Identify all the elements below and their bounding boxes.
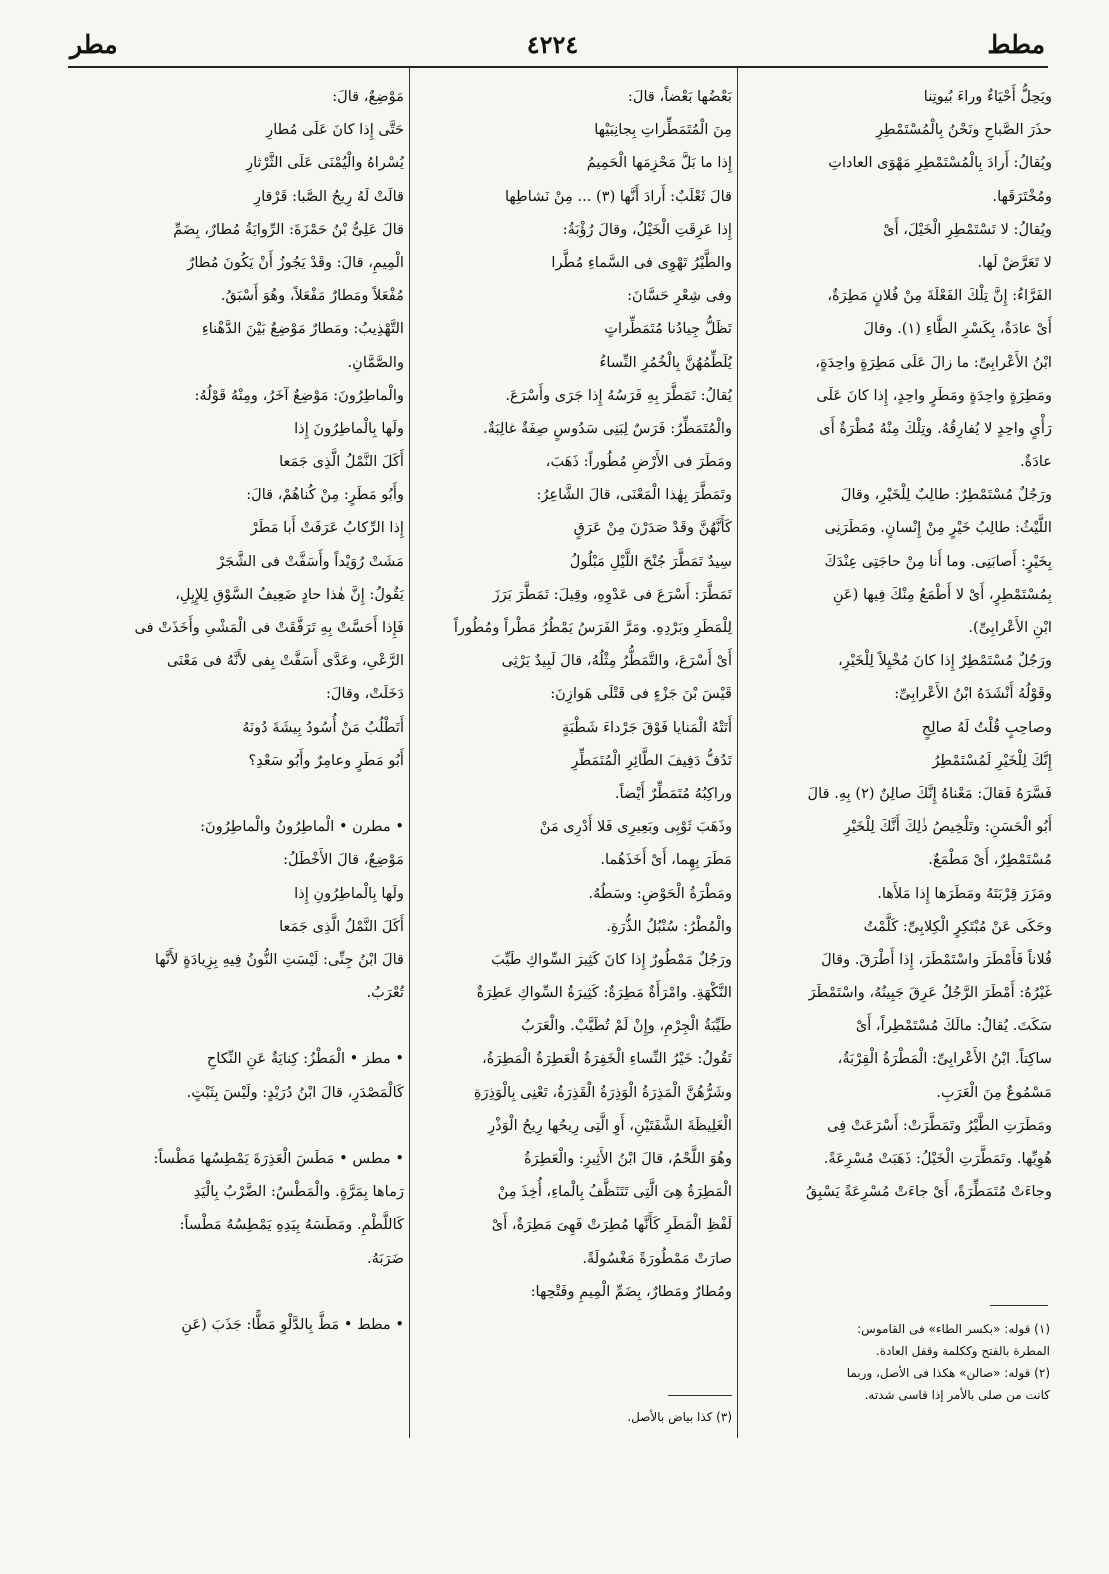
text-line: لا تَعَرَّضْ لَها. <box>977 253 1052 271</box>
text-line: إِنَّكَ لِلْخَيْرِ لَمُسْتَمْطِرُ <box>932 751 1052 769</box>
text-line: قَيْسَ بْنَ جَزْءٍ فى قَتْلَى هَوازِنَ: <box>550 685 732 703</box>
text-line: ومَطَرَ فى الأَرْضِ مُطُوراً: ذَهَبَ، <box>545 453 732 471</box>
text-line: أَبُو مَطَرٍ وعامِرٌ وأَبُو سَعْدِ؟ <box>248 751 404 769</box>
text-line: مَشَتْ رُوَيْداً وأَسَفَّتْ فى الشَّجَرْ <box>217 552 404 570</box>
text-line: أَىْ أَسْرَعَ، والتَّمَطُّرُ مِثْلُهُ، قالَ لَبِيدٌ يَرْثِى <box>501 652 732 670</box>
text-line: ساكِتاً. ابْنُ الأَعْرابِىِّ: الْمَطْرَةُ الْقِرْبَةُ، <box>837 1050 1052 1068</box>
text-line: لَفْظِ الْمَطَرِ كَأَنَّها مُطِرَتْ فَهِىَ مَطِرَةٌ، أَىْ <box>491 1216 732 1234</box>
text-line <box>76 1275 404 1308</box>
text-line: مَوْضِعٌ، قالَ الأَخْطَلُ: <box>283 851 404 869</box>
text-line: التَّهْذِيبُ: ومَطارٌ مَوْضِعٌ بَيْنَ الدَّهْناءِ <box>201 320 404 338</box>
text-line: يُسْراهُ والْيُمْنَى عَلَى الثَّرْثارِ <box>246 154 404 172</box>
text-line <box>76 1109 404 1142</box>
text-line: ويُقالُ: لا تَسْتَمْطِرِ الْخَيْلَ، أَىْ <box>883 220 1052 238</box>
text-line: ومُطارٌ ومَطارٌ، بِضَمِّ الْمِيمِ وفَتْحِها: <box>530 1282 732 1300</box>
footnotes-right <box>746 1318 1050 1406</box>
text-line: ويُقالُ: أَرادَ بِالْمُسْتَمْطِرِ مَهْوَى العاداتِ <box>828 154 1052 172</box>
column-middle <box>414 80 732 1308</box>
text-line: هُوِيِّها. وتَمَطَّرَتِ الْخَيْلُ: ذَهَبَتْ مُسْرِعَةً. <box>823 1150 1052 1167</box>
text-line: قالَ عَلِىُّ بْنُ حَمْزَةَ: الرِّوايَةُ مُطارٌ، بِضَمِّ <box>173 220 404 238</box>
text-line: والْمُتَمَطِّرُ: فَرَسٌ لِبَنِى سَدُوسٍ صِفَةٌ غالِبَةٌ. <box>483 419 732 437</box>
text-line: الفَرَّاءُ: إِنَّ تِلْكَ الفَعْلَةَ مِنْ فُلانٍ مَطِرَةٌ، <box>827 287 1052 305</box>
column-right <box>742 80 1052 1208</box>
text-line: مَوْضِعٌ، قالَ: <box>332 88 404 105</box>
text-line: لِلْمَطَرِ وبَرْدِهِ. ومَرَّ الفَرَسُ يَمْطُرُ مَطْراً ومُطُوراً <box>453 619 732 636</box>
text-line: ابْنِ الأَعْرابِىِّ). <box>968 619 1052 636</box>
text-line: تَظَلُّ جِيادُنا مُتَمَطِّراتٍ <box>604 320 732 338</box>
text-line: يُلَطِّمُهُنَّ بِالْخُمُرِ النِّساءُ <box>599 353 732 371</box>
text-line: وجاءَتْ مُتَمَطِّرَةً، أَىْ جاءَتْ مُسْرِعَةً يَسْبِقُ <box>806 1183 1052 1201</box>
text-line: مِنَ الْمُتَمَطِّراتِ بِجانِبَيْها <box>594 121 732 139</box>
text-line: ابْنُ الأَعْرابِىِّ: ما زالَ عَلَى مَطِرَةٍ واحِدَةٍ، <box>815 353 1052 371</box>
text-line: الْمِيمِ، قالَ: وقَدْ يَجُوزُ أَنْ يَكُونَ مُطارٌ <box>187 253 404 271</box>
footnote-line: (٣) كذا بياض بالأصل. <box>627 1410 732 1424</box>
text-line: • مطط • مَطَّ بِالدَّلْوِ مَطًّا: جَذَبَ (عَنِ <box>181 1315 404 1333</box>
text-line: وراكِبُهُ مُتَمَطِّرٌ أَيْضاً. <box>614 784 732 802</box>
text-line: بِمُسْتَمْطِرٍ، أَىْ لا أَطْمَعُ مِنْكَ فِيها (عَنِ <box>832 585 1052 603</box>
text-line: فَإِذا أَحَسَّتْ بِهِ تَرَفَّقَتْ فى الْمَشْىِ وأَخَذَتْ فى <box>134 619 404 636</box>
column-divider-left <box>409 68 410 1438</box>
footnote-line: المطرة بالفتح وككلمة وقفل العادة. <box>875 1344 1050 1358</box>
text-line: حذَرَ الصَّباحِ ونَحْنُ بِالْمُسْتَمْطِرِ <box>876 121 1052 139</box>
text-line: مُفْعَلاً ومَطارٌ مَفْعَلاً، وهُوَ أَسْبَقُ. <box>220 287 404 305</box>
text-line: وأَبُو مَطَرٍ: مِنْ كُناهُمْ، قالَ: <box>246 486 404 504</box>
header-left-word: مطط <box>987 29 1045 59</box>
text-line: • مطز • الْمَطْزُ: كِنايَةٌ عَنِ النِّكاحِ <box>206 1050 404 1068</box>
text-line: بَعْضُها بَعْضاً، قالَ: <box>627 88 732 105</box>
text-line: ورَجُلٌ مَمْطُورٌ إِذا كانَ كَثِيرَ السِّواكِ طَيِّبَ <box>491 950 732 968</box>
text-line: فَسَّرَهُ فَقالَ: مَعْناهُ إِنَّكَ صالِنٌ (٢) بِهِ. قالَ <box>807 784 1052 802</box>
text-line: ومَطِرَةٍ واحِدَةٍ ومَطَرٍ واحِدٍ، إِذا كانَ عَلَى <box>816 386 1052 404</box>
text-line: وحَكَى عَنْ مُبْتَكِرٍ الْكِلابِىِّ: كَلَّمْتُ <box>863 917 1052 935</box>
text-line: رَماها بِمَرَّةٍ. والْمَطْسُ: الضَّرْبُ بِالْيَدِ <box>193 1183 404 1201</box>
column-divider-right <box>737 68 738 1438</box>
text-line: وتَمَطَّرَ بِهٰذا الْمَعْنَى، قالَ الشَّاعِرُ: <box>536 486 732 504</box>
footnote-line: كانت من صلى بالأمر إذا قاسى شدته. <box>864 1388 1050 1402</box>
footnote-line: (١) قوله: «بكسر الطاء» فى القاموس: <box>857 1322 1050 1336</box>
text-line: أَكَلَ النَّمْلُ الَّذِى جَمَعا <box>279 917 404 935</box>
text-line: غَيْرُهُ: أَمْطَرَ الرَّجُلُ عَرِقَ جَبِينُهُ، واسْتَمْطَرَ <box>808 984 1052 1002</box>
text-line: إِذا الرِّكابُ عَرَفَتْ أَبا مَطَرْ <box>250 519 404 537</box>
text-line: طَيِّبَةُ الْجِرْمِ، وإِنْ لَمْ تُطَيَّبْ. والْعَرَبُ <box>521 1017 732 1035</box>
text-line: تَقُولُ: خَيْرُ النِّساءِ الْخَفِرَةُ الْعَطِرَةُ الْمَطِرَةُ، <box>482 1050 732 1068</box>
text-line: ورَجُلٌ مُسْتَمْطِرٌ إِذا كانَ مُخْيِلاً لِلْخَيْرِ، <box>838 652 1052 670</box>
text-line: ضَرَبَهُ. <box>367 1249 404 1267</box>
text-line: أَىْ عادَةٌ، بِكَسْرِ الطَّاءِ (١). وقالَ <box>863 320 1052 338</box>
text-line: إِذا ما بَلَّ مَحْزِمَها الْحَمِيمُ <box>586 154 732 172</box>
text-line: دَخَلَتْ، وقالَ: <box>325 685 404 703</box>
text-line: فُلاناً فَأَمْطَرَ واسْتَمْطَرَ، إِذا أَطْرَقَ. وقالَ <box>821 950 1052 968</box>
text-line: أَتَتْهُ الْمَنايا فَوْقَ جَرْداءَ شَطْبَةٍ <box>562 718 732 736</box>
text-line: رَأْىٍ واحِدٍ لا يُفارِقُهُ. وتِلْكَ مِنْهُ مُطْرَةٌ أَى <box>819 419 1052 437</box>
text-line: ولَها بِالْماطِرُونَ إِذا <box>294 419 404 437</box>
text-line: • مطس • مَطَسَ الْعَذِرَةَ يَمْطِسُها مَطْساً: <box>153 1150 404 1167</box>
text-line <box>76 1009 404 1042</box>
text-line: كَأَنَّهُنَّ وقَدْ صَدَرْنَ مِنْ عَرَقٍ <box>573 519 732 537</box>
text-line: وصاحِبٍ قُلْتُ لَهُ صالِحٍ <box>921 718 1052 736</box>
text-line: ومَزَرَ قِرْبَتَهُ ومَطَرَها إِذا مَلأَها. <box>877 884 1052 902</box>
text-line: ورَجُلٌ مُسْتَمْطِرٌ: طالِبٌ لِلْخَيْرِ، وقالَ <box>840 486 1052 504</box>
text-line: وشَرُّهُنَّ الْمَذِرَةُ الْوَذِرَةُ الْقَذِرَةُ، تَعْنِى بِالْوَذِرَةِ <box>473 1083 732 1101</box>
text-line: وفى شِعْرِ حَسَّانَ: <box>627 287 732 305</box>
text-line: • مطرن • الْماطِرُونُ والْماطِرُونَ: <box>200 818 404 836</box>
text-line: كَاللَّطْمِ. ومَطَسَهُ بِيَدِهِ يَمْطِسُهُ مَطْساً: <box>179 1216 404 1234</box>
text-line: الرَّعْىِ، وعَدَّى أَسَفَّتْ بِفى لأَنَّهُ فى مَعْنَى <box>166 652 404 670</box>
text-line: ومُخْتَرَقَها. <box>992 187 1052 205</box>
text-line: الْغَلِيظَةَ الشَّفَتَيْنِ، أَوِ الَّتِى رِيحُها رِيحُ الْوَذْرِ <box>488 1116 732 1134</box>
text-line: والطَّيْرُ تَهْوِى فى السَّماءِ مُطَّرا <box>551 253 732 271</box>
text-line: وذَهَبَ ثَوْبِى وبَعِيرِى فَلا أَدْرِى مَنْ <box>539 818 732 836</box>
header-right-word: مطر <box>70 29 118 59</box>
text-line: ويَحِلُّ أَحْيَاءٌ وراءَ بُيوتِنا <box>923 88 1052 105</box>
text-line: تُعْرَبُ. <box>366 984 404 1002</box>
text-line: سَكَتَ. يُقالُ: مالَكَ مُسْتَمْطِراً، أَىْ <box>855 1017 1052 1035</box>
text-line: سِيدٌ تَمَطَّرَ جُنْحَ اللَّيْلِ مَبْلُولُ <box>569 552 732 570</box>
text-line: أَبُو الْحَسَنِ: وتَلْخِيصُ ذٰلِكَ أَنَّكَ لِلْخَيْرِ <box>843 818 1052 836</box>
footnotes-middle <box>418 1406 732 1428</box>
text-line: إِذا عَرِقَتِ الْخَيْلُ، وقالَ رُؤْبَةُ: <box>562 220 732 238</box>
text-line: حَتَّى إِذا كانَ عَلَى مُطارِ <box>266 121 404 139</box>
text-line: يَقُولُ: إِنَّ هٰذا حادٍ ضَعِيفُ السَّوْقِ لِلإِبِلِ، <box>175 585 404 603</box>
text-line: كَالْمَصْدَرِ، قالَ ابْنُ دُرَيْدٍ: ولَيْسَ بِثَبْتٍ. <box>186 1083 404 1101</box>
text-line: الْمَطِرَةُ هِىَ الَّتِى تَتَنَظَّفُ بِالْماءِ، أُخِذَ مِنْ <box>497 1183 732 1201</box>
footnote-rule-middle <box>668 1395 732 1396</box>
text-line: النَّكْهَةِ. وامْرَأَةٌ مَطِرَةٌ: كَثِيرَةُ السِّواكِ عَطِرَةٌ <box>476 984 732 1002</box>
text-line: بِخَيْرٍ: أَصابَنِى. وما أَنا مِنْ حاجَتِى عِنْدَكَ <box>824 552 1052 570</box>
text-line: تَمَطَّرَ: أَسْرَعَ فى عَدْوِهِ، وقِيلَ: تَمَطَّرَ بَرَزَ <box>492 585 732 603</box>
page-header <box>70 26 1045 62</box>
text-line: يُقالُ: تَمَطَّرَ بِهِ فَرَسُهُ إِذا جَرَى وأَسْرَعَ. <box>505 386 732 404</box>
text-line: وقَوْلُهُ أَنْشَدَهُ ابْنُ الأَعْرابِىِّ: <box>894 685 1052 703</box>
text-line: أَتَطْلُبُ مَنْ أُسُودُ بِيشَةَ دُونَهُ <box>242 718 404 736</box>
text-line: والْماطِرُونَ: مَوْضِعٌ آخَرُ، ومِنْهُ قَوْلُهُ: <box>194 386 404 404</box>
text-line: تَدُفُّ دَفِيفَ الطَّائِرِ الْمُتَمَطِّرِ <box>571 751 732 769</box>
text-line: ولَها بِالْماطِرُونِ إِذا <box>294 884 404 902</box>
text-line: عادَةٌ. <box>1020 453 1052 471</box>
text-line: والْمُطْرُ: سُنْبُلُ الذُّرَةِ. <box>606 917 732 935</box>
text-line: قالَ ابْنُ جِنِّى: لَيْسَتِ النُّونُ فِيهِ بِزِيادَةٍ لأَنَّها <box>154 950 404 968</box>
text-line: قالَ ثَعْلَبٌ: أَرادَ أَنَّها (٣) ... مِنْ نَشاطِها <box>504 187 732 205</box>
text-line: صارَتْ مَمْطُورَةً مَغْسُولَةً. <box>582 1249 732 1267</box>
text-line: قالَتْ لَهُ رِيحُ الصَّبا: قَرْقارِ <box>254 187 404 205</box>
page-number: ٤٢٢٤ <box>526 29 579 59</box>
text-line: مُسْتَمْطِرٌ، أَىْ مَطْمَعٌ. <box>928 851 1052 869</box>
text-line <box>76 777 404 810</box>
header-rule <box>68 66 1048 68</box>
text-line: ومَطَرَتِ الطَّيْرُ وتَمَطَّرَتْ: أَسْرَعَتْ فِى <box>827 1116 1052 1134</box>
footnote-rule-right <box>990 1305 1048 1306</box>
text-line: مَسْمُوعٌ مِنَ الْعَرَبِ. <box>936 1083 1052 1101</box>
text-line: ومَطْرَةُ الْحَوْضِ: وسَطُهُ. <box>588 884 732 902</box>
text-line: والصَّمَّانِ. <box>347 353 404 371</box>
text-line: وهُوَ اللَّحْمُ، قالَ ابْنُ الأَثِيرِ: والْعَطِرَةُ <box>524 1150 732 1167</box>
text-line: اللَّيْثُ: طالِبُ خَيْرٍ مِنْ إِنْسانٍ. ومَطَرَنِى <box>824 519 1052 537</box>
text-line: مَطَرَ بِهِما، أَىْ أَخَذَهُما. <box>600 851 732 869</box>
column-left <box>76 80 404 1341</box>
text-line: أَكَلَ النَّمْلُ الَّذِى جَمَعا <box>279 453 404 471</box>
footnote-line: (٢) قوله: «صالن» هكذا فى الأصل، وربما <box>846 1366 1050 1380</box>
